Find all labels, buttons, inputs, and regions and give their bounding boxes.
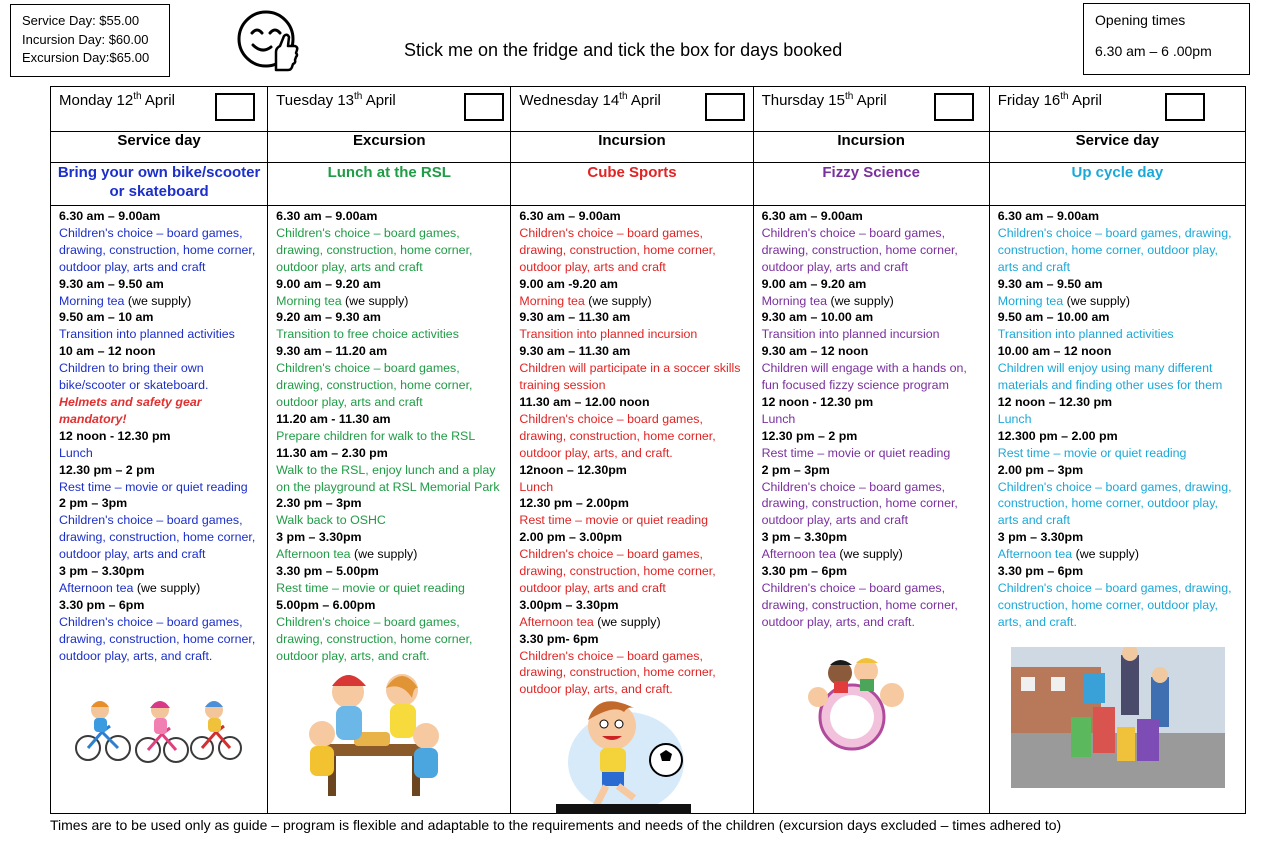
schedule-time: 9.30 am – 11.30 am [519, 344, 631, 359]
schedule-time: 12.30 pm – 2 pm [761, 428, 858, 443]
day-month: April [856, 92, 887, 109]
schedule-description [762, 326, 985, 343]
schedule-description-text: Children's choice – board games, drawing, construction, home corner, outdoor play, arts and craft [997, 479, 1232, 528]
schedule-note: (we supply) [827, 293, 894, 308]
schedule-description-text: Children's choice – board games, drawing, construction, home corner, outdoor play, arts and craft [761, 225, 958, 274]
lab-rats-logo [800, 655, 920, 755]
schedule-time: 6.30 am – 9.00am [519, 209, 621, 223]
schedule-description [276, 428, 506, 445]
schedule-description [59, 580, 263, 597]
day-type: Incursion [511, 132, 753, 163]
schedule-time: 3.30 pm – 6pm [761, 564, 847, 579]
schedule-time: 9.30 am – 11.20 am [276, 344, 388, 359]
schedule-time: 3 pm – 3.30pm [276, 530, 362, 545]
schedule-description [762, 479, 985, 530]
schedule-description-text: Children's choice – board games, drawing, construction, home corner, outdoor play, arts, and craft. [519, 411, 716, 460]
day-month: April [144, 92, 175, 109]
schedule-description-text: Children's choice – board games, drawing, construction, home corner, outdoor play, arts and craft [761, 479, 958, 528]
schedule-description-text: Morning tea [997, 293, 1064, 308]
schedule-description [762, 411, 985, 428]
schedule-time: 9.30 am – 9.50 am [59, 276, 164, 291]
schedule-description [59, 445, 263, 462]
day-name: Tuesday 13 [276, 92, 354, 109]
schedule-description [998, 225, 1241, 276]
schedule-description [519, 360, 748, 394]
schedule-description-text: Children's choice – board games, drawing, construction, home corner, outdoor play, arts and craft [519, 547, 716, 595]
schedule-description [762, 293, 985, 310]
opening-times-box [1083, 3, 1250, 75]
schedule-description [519, 225, 748, 276]
day-type: Incursion [753, 132, 989, 163]
booking-checkbox-monday[interactable] [215, 93, 255, 121]
day-suffix: th [1060, 91, 1069, 102]
day-month: April [365, 92, 396, 109]
schedule-list [990, 206, 1245, 631]
kids-eating-lunch-illustration [298, 662, 448, 802]
schedule-description-text: Children will participate in a soccer skills training session [519, 361, 741, 393]
schedule-description-text: Transition into planned activities [997, 327, 1174, 342]
schedule-time: 12 noon - 12.30 pm [761, 394, 874, 409]
schedule-description [762, 580, 985, 631]
schedule-description [519, 479, 748, 496]
schedule-time: 3.30 pm – 6pm [59, 597, 145, 612]
page-title: Stick me on the fridge and tick the box for days booked [404, 40, 843, 60]
schedule-description [59, 479, 263, 496]
schedule-description-text: Morning tea [519, 293, 585, 308]
schedule-time: 3.30 pm – 6pm [997, 564, 1084, 579]
schedule-description [998, 360, 1241, 394]
day-suffix: th [844, 91, 854, 102]
schedule-description [519, 546, 748, 597]
day-header-monday [51, 87, 268, 132]
schedule-time: 6.30 am – 9.00am [997, 209, 1100, 223]
schedule-description-text: Children's choice – board games, drawing, construction, home corner, outdoor play, arts, and craft. [761, 580, 958, 629]
schedule-description-text: Afternoon tea [997, 547, 1073, 562]
schedule-list [754, 206, 989, 631]
schedule-description-text: Lunch [519, 479, 554, 494]
schedule-description-text: Prepare children for walk to the RSL [276, 428, 476, 443]
schedule-description [519, 648, 748, 699]
schedule-note: (we supply) [341, 293, 409, 308]
upcycled-cans-photo [1011, 647, 1225, 788]
schedule-time: 10 am – 12 noon [59, 344, 156, 359]
schedule-description-text: Morning tea [276, 293, 342, 308]
schedule-description [276, 360, 506, 411]
schedule-time: 11.20 am - 11.30 am [276, 411, 391, 426]
schedule-time: 9.30 am – 9.50 am [997, 276, 1103, 291]
schedule-description-text: Afternoon tea [761, 547, 836, 562]
schedule-time: 12.30 pm – 2 pm [59, 462, 155, 477]
schedule-description [762, 360, 985, 394]
schedule-time: 9.50 am – 10 am [59, 310, 154, 325]
schedule-description-text: Children's choice – board games, drawing, construction, home corner, outdoor play, arts and craft [59, 513, 256, 562]
schedule-description [519, 326, 748, 343]
schedule-time: 3 pm – 3.30pm [997, 530, 1084, 545]
booking-checkbox-wednesday[interactable] [705, 93, 745, 121]
schedule-list [511, 206, 752, 698]
schedule-description [519, 512, 748, 529]
schedule-description [276, 293, 506, 310]
schedule-description [762, 225, 985, 276]
schedule-time: 6.30 am – 9.00am [761, 209, 863, 223]
schedule-time: 9.00 am – 9.20 am [276, 276, 381, 291]
day-name: Thursday 15 [761, 92, 845, 109]
schedule-description-text: Children's choice – board games, drawing, construction, home corner, outdoor play, arts, and craft. [59, 614, 256, 663]
footer-note: Times are to be used only as guide – program is flexible and adaptable to the requirements and needs of the children (excursion days excluded – times adhered to) [50, 817, 1062, 833]
day-type: Service day [989, 132, 1245, 163]
day-suffix: th [354, 91, 363, 102]
activity-title: Up cycle day [989, 163, 1245, 206]
schedule-description-text: Rest time – movie or quiet reading [997, 445, 1187, 460]
schedule-time: 2.00 pm – 3.00pm [519, 530, 622, 545]
soccer-kid-illustration [556, 692, 691, 814]
schedule-description-text: Afternoon tea [59, 580, 134, 595]
day-name: Wednesday 14 [519, 92, 620, 109]
schedule-description-text: Lunch [997, 411, 1032, 426]
schedule-description [519, 293, 748, 310]
schedule-description-text: Children will enjoy using many different materials and finding other uses for them [997, 361, 1223, 393]
day-header-wednesday [511, 87, 753, 132]
schedule-time: 3.30 pm – 5.00pm [276, 564, 379, 579]
schedule-time: 5.00pm – 6.00pm [276, 597, 376, 612]
day-type: Service day [51, 132, 268, 163]
price-incursion-day: Incursion Day: $60.00 [22, 31, 149, 47]
schedule-note: (we supply) [593, 614, 661, 629]
schedule-description [998, 479, 1241, 530]
schedule-list [51, 206, 267, 664]
schedule-description-text: Children's choice – board games, drawing, construction, home corner, outdoor play, arts, and craft. [997, 580, 1232, 629]
schedule-description [998, 326, 1241, 343]
schedule-time: 9.00 am – 9.20 am [761, 276, 867, 291]
schedule-description-text: Transition to free choice activities [276, 327, 459, 342]
schedule-description-text: Lunch [761, 411, 796, 426]
schedule-note: (we supply) [124, 293, 192, 308]
schedule-description-text: Children's choice – board games, drawing, construction, home corner, outdoor play, arts, and craft. [519, 648, 716, 697]
day-header-thursday [753, 87, 989, 132]
schedule-description [276, 225, 506, 276]
schedule-list [268, 206, 510, 664]
schedule-description [276, 580, 506, 597]
schedule-description [762, 546, 985, 563]
price-service-day: Service Day: $55.00 [22, 13, 140, 28]
day-name: Monday 12 [59, 92, 134, 109]
schedule-note: (we supply) [350, 547, 418, 562]
schedule-note: (we supply) [835, 547, 903, 562]
booking-checkbox-tuesday[interactable] [464, 93, 504, 121]
kids-riding-bikes-illustration [66, 686, 246, 766]
schedule-note: (we supply) [133, 580, 201, 595]
schedule-time: 11.30 am – 12.00 noon [519, 394, 650, 409]
day-month: April [630, 92, 661, 109]
schedule-description-text: Morning tea [761, 293, 827, 308]
schedule-description-text: Rest time – movie or quiet reading [761, 445, 951, 460]
schedule-description-text: Children's choice – board games, drawing, construction, home corner, outdoor play, arts and craft [59, 225, 256, 274]
opening-times-label: Opening times [1095, 12, 1186, 28]
schedule-time: 12noon – 12.30pm [519, 462, 627, 477]
schedule-time: 6.30 am – 9.00am [59, 209, 161, 223]
schedule-description [998, 445, 1241, 462]
booking-checkbox-thursday[interactable] [934, 93, 974, 121]
schedule-description [276, 462, 506, 496]
smiley-thumbs-up-icon [236, 8, 300, 72]
schedule-description [59, 360, 263, 394]
activity-title: Cube Sports [511, 163, 753, 206]
schedule-description-text: Children's choice – board games, drawing, construction, home corner, outdoor play, arts, and craft. [276, 614, 473, 663]
day-name: Friday 16 [997, 92, 1061, 109]
schedule-description [59, 512, 263, 563]
price-list [10, 4, 170, 77]
schedule-time: 6.30 am – 9.00am [276, 209, 378, 223]
schedule-description [59, 614, 263, 665]
schedule-description-text: Rest time – movie or quiet reading [59, 479, 248, 494]
schedule-time: 12.30 pm – 2.00pm [519, 496, 629, 511]
schedule-time: 2.00 pm – 3pm [997, 462, 1084, 477]
schedule-time: 12.300 pm – 2.00 pm [997, 428, 1118, 443]
schedule-time: 2 pm – 3pm [59, 496, 128, 511]
safety-warning: Helmets and safety gear mandatory! [59, 394, 202, 426]
schedule-description [59, 225, 263, 276]
schedule-description-text: Afternoon tea [519, 614, 594, 629]
schedule-description-text: Morning tea [59, 293, 125, 308]
schedule-time: 12 noon – 12.30 pm [997, 394, 1113, 409]
schedule-description-text: Lunch [59, 445, 93, 460]
day-header-friday [989, 87, 1245, 132]
schedule-description [519, 614, 748, 631]
schedule-description [59, 326, 263, 343]
schedule-description [998, 411, 1241, 428]
schedule-description [276, 512, 506, 529]
schedule-description-text: Children's choice – board games, drawing, construction, home corner, outdoor play, arts and craft [276, 225, 473, 274]
schedule-description-text: Walk to the RSL, enjoy lunch and a play on the playground at RSL Memorial Park [276, 462, 500, 494]
schedule-time: 3 pm – 3.30pm [59, 564, 145, 579]
schedule-time: 10.00 am – 12 noon [997, 344, 1112, 359]
schedule-note: (we supply) [584, 293, 652, 308]
schedule-time: 11.30 am – 2.30 pm [276, 445, 388, 460]
schedule-description-text: Rest time – movie or quiet reading [276, 580, 465, 595]
schedule-time: 3 pm – 3.30pm [761, 530, 847, 545]
schedule-time: 3.00pm – 3.30pm [519, 597, 619, 612]
schedule-note: (we supply) [1072, 547, 1139, 562]
activity-title: Bring your own bike/scooter or skateboard [51, 163, 268, 206]
schedule-time: 9.20 am – 9.30 am [276, 310, 381, 325]
day-month: April [1071, 92, 1102, 109]
schedule-description-text: Transition into planned incursion [519, 327, 698, 342]
schedule-description [276, 326, 506, 343]
schedule-description-text: Children's choice – board games, drawing, construction, home corner, outdoor play, arts and craft [276, 361, 473, 409]
schedule-description [519, 411, 748, 462]
schedule-description-text: Transition into planned incursion [761, 327, 940, 342]
day-suffix: th [133, 91, 142, 102]
day-suffix: th [619, 91, 628, 102]
schedule-time: 9.30 am – 12 noon [761, 344, 869, 359]
schedule-time: 2.30 pm – 3pm [276, 496, 362, 511]
schedule-description [276, 614, 506, 665]
day-header-tuesday [268, 87, 511, 132]
opening-times-value: 6.30 am – 6 .00pm [1095, 43, 1212, 59]
schedule-description [59, 293, 263, 310]
price-excursion-day: Excursion Day:$65.00 [22, 50, 150, 65]
schedule-time: 9.00 am -9.20 am [519, 276, 618, 291]
schedule-description-text: Children will engage with a hands on, fun focused fizzy science program [761, 361, 967, 393]
schedule-description [998, 580, 1241, 631]
schedule-description-text: Rest time – movie or quiet reading [519, 513, 709, 528]
day-type: Excursion [268, 132, 511, 163]
schedule-time: 3.30 pm- 6pm [519, 631, 599, 646]
schedule-description [998, 546, 1241, 563]
schedule-description-text: Children's choice – board games, drawing, construction, home corner, outdoor play, arts and craft [519, 225, 716, 274]
schedule-description [762, 445, 985, 462]
schedule-time: 2 pm – 3pm [761, 462, 830, 477]
activity-title: Fizzy Science [753, 163, 989, 206]
schedule-time: 9.50 am – 10.00 am [997, 310, 1110, 325]
schedule-time: 9.30 am – 10.00 am [761, 310, 874, 325]
schedule-description-text: Afternoon tea [276, 547, 351, 562]
schedule-description [998, 293, 1241, 310]
schedule-note: (we supply) [1063, 293, 1130, 308]
schedule-description-text: Children's choice – board games, drawing, construction, home corner, outdoor play, arts and craft [997, 225, 1232, 274]
schedule-description-text: Transition into planned activities [59, 327, 235, 342]
activity-title: Lunch at the RSL [268, 163, 511, 206]
schedule-time: 12 noon - 12.30 pm [59, 428, 171, 443]
schedule-description-text: Children to bring their own bike/scooter or skateboard. [59, 361, 209, 393]
schedule-time: 9.30 am – 11.30 am [519, 310, 631, 325]
booking-checkbox-friday[interactable] [1165, 93, 1205, 121]
schedule-description-text: Walk back to OSHC [276, 513, 386, 528]
schedule-description [276, 546, 506, 563]
